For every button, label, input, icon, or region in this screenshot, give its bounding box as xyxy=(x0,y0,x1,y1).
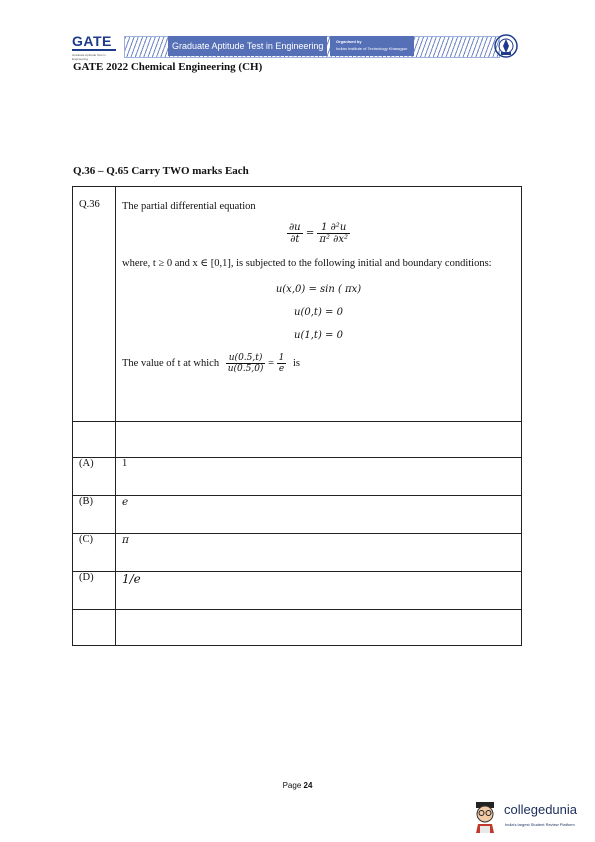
option-label: (A) xyxy=(79,458,94,469)
page-number-value: 24 xyxy=(303,781,313,790)
value-suffix: is xyxy=(292,357,300,369)
condition-boundary-right: u(1,t) = 0 xyxy=(294,330,343,341)
subject-title: GATE 2022 Chemical Engineering (CH) xyxy=(73,61,263,73)
organized-by-label: Organised by xyxy=(336,39,362,44)
collegedunia-logo xyxy=(470,800,590,834)
pde-lhs-num: ∂u xyxy=(289,222,301,233)
ratio-num: u(0.5,t) xyxy=(226,353,266,364)
option-row-c[interactable] xyxy=(73,534,522,572)
option-row-a[interactable] xyxy=(73,458,522,496)
option-row-d[interactable] xyxy=(73,572,522,610)
question-table xyxy=(72,186,522,646)
question-body xyxy=(116,187,521,374)
gate-logo-underline xyxy=(72,49,116,51)
option-value: 1/e xyxy=(122,572,141,586)
value-statement xyxy=(122,353,515,374)
option-value: π xyxy=(122,534,129,546)
ratio-equals: = xyxy=(268,357,274,369)
option-label: (C) xyxy=(79,534,93,545)
ratio-den: u(0.5,0) xyxy=(227,364,264,374)
option-row-b[interactable] xyxy=(73,496,522,534)
ratio-rhs-num: 1 xyxy=(278,353,285,363)
pde-lhs-den: ∂t xyxy=(290,234,300,245)
organizer-name: Indian Institute of Technology Kharagpur xyxy=(336,46,408,51)
pde-rhs-num: 1 ∂²u xyxy=(317,222,350,234)
pde-rhs-den: π² ∂x² xyxy=(319,234,348,245)
section-heading: Q.36 – Q.65 Carry TWO marks Each xyxy=(73,165,249,177)
gate-logo-subtext: Graduate Aptitude Test in Engineering xyxy=(72,53,106,61)
question-intro: The partial differential equation xyxy=(122,201,256,212)
option-label: (D) xyxy=(79,572,94,583)
pde-equals: = xyxy=(305,228,315,239)
question-number: Q.36 xyxy=(79,199,100,210)
brand-tagline: India's largest Student Review Platform xyxy=(505,822,575,827)
condition-boundary-left: u(0,t) = 0 xyxy=(294,307,343,318)
blank-row-bottom xyxy=(73,610,522,646)
gate-logo xyxy=(68,33,120,59)
page-label: Page xyxy=(282,781,302,790)
ratio-rhs-den: e xyxy=(278,364,285,374)
where-text: where, t ≥ 0 and x ∈ [0,1], is subjected to the following initial and boundary conditions: xyxy=(122,258,492,269)
option-value: e xyxy=(122,496,129,508)
gate-header-banner xyxy=(68,33,530,59)
pde-equation xyxy=(122,222,515,245)
mascot-icon xyxy=(470,800,500,834)
iit-emblem-icon xyxy=(493,33,519,59)
question-row xyxy=(73,187,522,422)
brand-name: collegedunia xyxy=(504,802,578,817)
banner-title: Graduate Aptitude Test in Engineering xyxy=(168,36,327,56)
gate-logo-text: GATE xyxy=(72,33,112,49)
condition-initial: u(x,0) = sin ( πx) xyxy=(275,284,362,295)
page-number xyxy=(0,781,595,790)
blank-row-top xyxy=(73,422,522,458)
organizer-block xyxy=(330,36,414,56)
value-prefix: The value of t at which xyxy=(122,357,220,369)
option-value: 1 xyxy=(122,458,128,469)
option-label: (B) xyxy=(79,496,93,507)
